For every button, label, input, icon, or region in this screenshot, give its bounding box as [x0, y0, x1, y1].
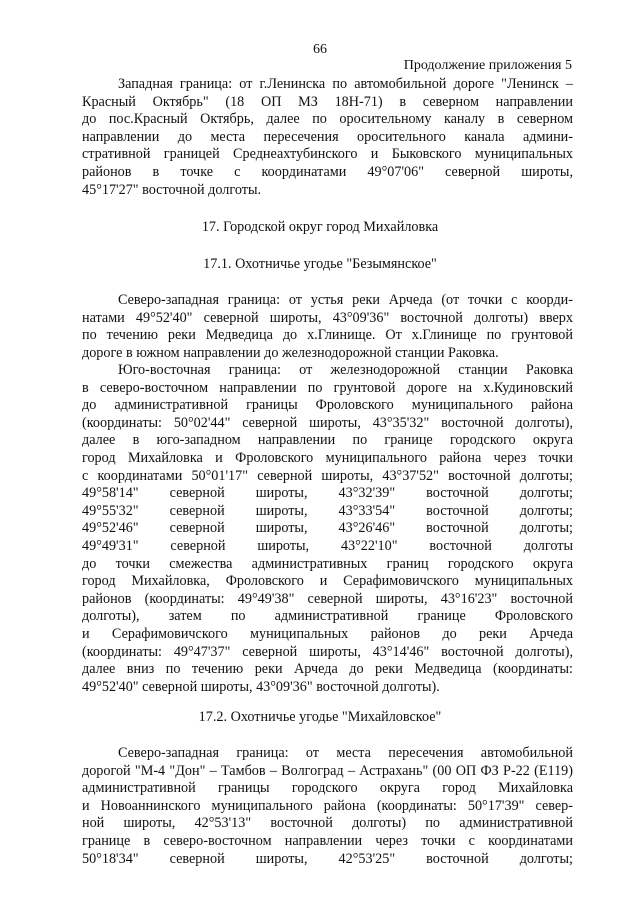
text-line: Северо-западная граница: от места пересечения автомобильной	[118, 745, 573, 761]
coordinate-row	[82, 851, 573, 869]
text-line: границе в северо-восточном направлении через точки с координатами	[82, 832, 573, 849]
page-number: 66	[313, 42, 327, 57]
text-line: 45°17'27" восточной долготы.	[82, 181, 262, 198]
text-line: Западная граница: от г.Ленинска по автомобильной дороге "Ленинск –	[118, 76, 573, 92]
text-line: и Серафимовичского муниципальных районов до реки Арчеда	[82, 625, 573, 642]
coord-word: долготы;	[519, 520, 573, 537]
western-border-paragraph	[82, 76, 573, 199]
text-line: далее вниз по течению реки Арчеда до реки Медведица (координаты:	[82, 661, 573, 678]
coord-word: широты,	[255, 485, 308, 502]
coord-lon: 43°26'46"	[338, 520, 396, 537]
section-heading-17-2: 17.2. Охотничье угодье "Михайловское"	[198, 709, 442, 725]
coord-lat: 49°58'14"	[82, 485, 139, 502]
northwest-border-paragraph-2	[82, 745, 573, 868]
section-heading-17-1: 17.1. Охотничье угодье "Безымянское"	[203, 256, 437, 272]
coord-word: долготы;	[519, 485, 573, 502]
text-line: стративной границей Среднеахтубинского и Быковского муниципальных	[82, 146, 573, 163]
coord-word: восточной	[426, 485, 489, 502]
text-line: дорогой "М-4 "Дон" – Тамбов – Волгоград – Астрахань" (00 ОП ФЗ Р-22 (Е119)	[82, 762, 573, 779]
coord-word: долготы;	[519, 850, 573, 867]
coord-word: северной	[169, 485, 225, 502]
coord-word: широты,	[255, 520, 308, 537]
coord-lat: 50°18'34"	[82, 850, 139, 867]
coord-word: широты,	[257, 537, 310, 554]
coordinate-row	[82, 503, 573, 521]
coord-word: северной	[169, 850, 225, 867]
coord-word: восточной	[426, 502, 489, 519]
text-line: до административной границы Фроловского муниципального района	[82, 397, 573, 414]
coord-word: долготы;	[519, 502, 573, 519]
text-line: 49°52'40" северной широты, 43°09'36" восточной долготы).	[82, 678, 440, 695]
text-line: город Михайловка и Фроловского муниципального района через точки	[82, 449, 573, 466]
coord-lon: 42°53'25"	[338, 850, 396, 867]
coord-lat: 49°52'46"	[82, 520, 139, 537]
text-line: далее в юго-западном направлении по границе городского округа	[82, 432, 573, 449]
coord-lat: 49°49'31"	[82, 537, 139, 554]
text-line: (координаты: 50°02'44" северной широты, 43°35'32" восточной долготы),	[82, 414, 573, 431]
text-line: город Михайловка, Фроловского и Серафимовичского муниципальных	[82, 573, 573, 590]
text-line: административной границы городского округа город Михайловка	[82, 780, 573, 797]
text-line: до точки смежества административных границ городского округа	[82, 555, 573, 572]
northwest-border-paragraph-1	[82, 292, 573, 362]
text-line: ной широты, 42°53'13" восточной долготы) по административной	[82, 815, 573, 832]
southeast-border-paragraph-1	[82, 362, 573, 696]
coord-lat: 49°55'32"	[82, 502, 139, 519]
text-line: до пос.Красный Октябрь, далее по оросительному каналу в северном	[82, 111, 573, 128]
coordinate-row	[82, 520, 573, 538]
text-line: Юго-восточная граница: от железнодорожной станции Раковка	[118, 362, 573, 378]
text-line: по течению реки Медведица до х.Глинище. От х.Глинище по грунтовой	[82, 327, 573, 344]
coord-word: восточной	[429, 537, 492, 554]
continuation-note: Продолжение приложения 5	[403, 58, 572, 73]
text-line: с координатами 50°01'17" северной широты, 43°37'52" восточной долготы;	[82, 467, 573, 484]
coord-word: широты,	[255, 850, 308, 867]
text-line: долготы), затем по административной границе Фроловского	[82, 608, 573, 625]
coord-lon: 43°33'54"	[338, 502, 396, 519]
coord-word: северной	[169, 520, 225, 537]
coord-word: широты,	[255, 502, 308, 519]
section-heading-17: 17. Городской округ город Михайловка	[201, 219, 439, 235]
coord-lon: 43°22'10"	[340, 537, 398, 554]
coord-word: восточной	[426, 520, 489, 537]
text-line: районов (координаты: 49°49'38" северной широты, 43°16'23" восточной	[82, 590, 573, 607]
text-line: районов в точке с координатами 49°07'06" северной широты,	[82, 163, 573, 180]
text-line: натами 49°52'40" северной широты, 43°09'36" восточной долготы) вверх	[82, 309, 573, 326]
coordinate-row	[82, 538, 573, 556]
text-line: дороге в южном направлении до железнодорожной станции Раковка.	[82, 344, 499, 361]
coordinate-row	[82, 485, 573, 503]
coord-lon: 43°32'39"	[338, 485, 396, 502]
coord-word: долготы	[523, 537, 573, 554]
text-line: в северо-восточном направлении по грунтовой дороге на х.Кудиновский	[82, 379, 573, 396]
coord-word: северной	[169, 502, 225, 519]
text-line: Северо-западная граница: от устья реки Арчеда (от точки с коорди-	[118, 292, 573, 308]
text-line: направлении до места пересечения оросительного канала админи-	[82, 128, 573, 145]
coord-word: северной	[170, 537, 226, 554]
text-line: Красный Октябрь" (18 ОП МЗ 18Н-71) в северном направлении	[82, 93, 573, 110]
coord-word: восточной	[426, 850, 489, 867]
text-line: (координаты: 49°47'37" северной широты, 43°14'46" восточной долготы),	[82, 643, 573, 660]
text-line: и Новоаннинского муниципального района (координаты: 50°17'39" север-	[82, 797, 573, 814]
